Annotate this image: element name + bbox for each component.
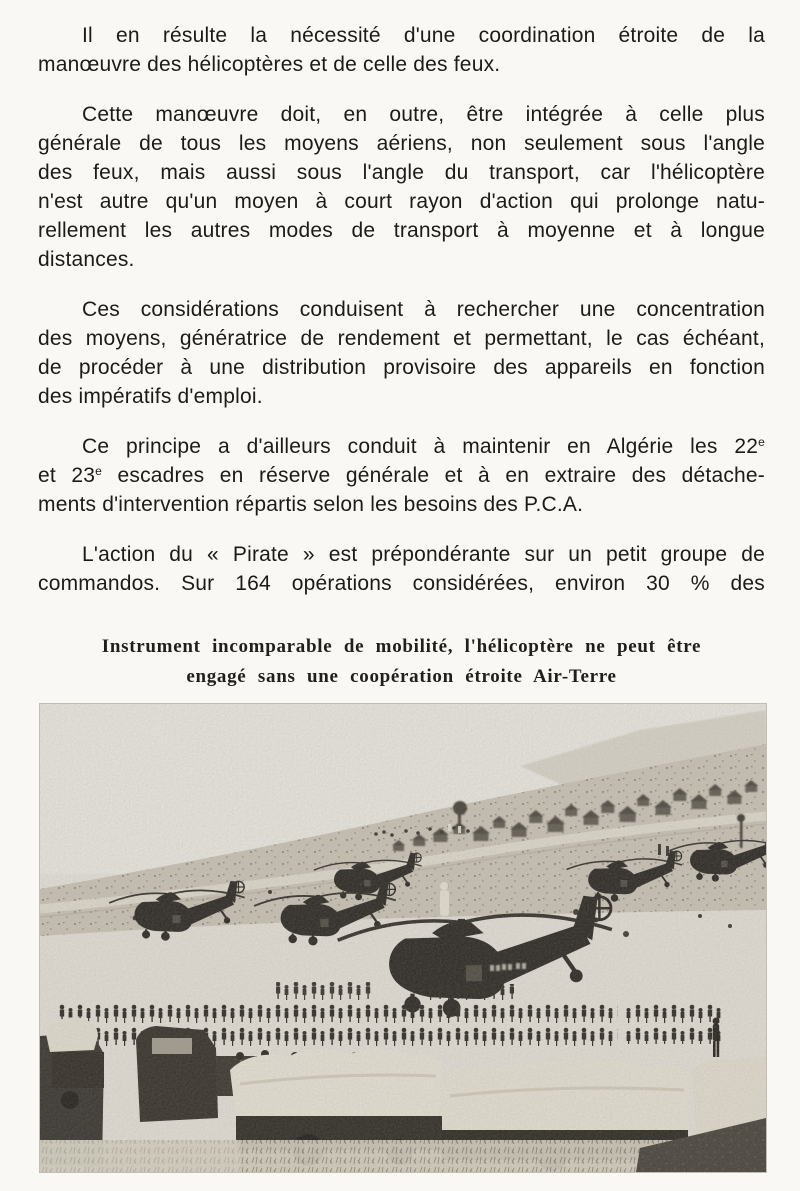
text-line: Ces considérations conduisent à rechercher une concentration: [82, 298, 765, 321]
paragraph-1: [38, 21, 765, 79]
paragraph-2: [38, 100, 765, 274]
body-text: [38, 21, 765, 619]
line-text: et 23: [38, 464, 96, 487]
text-line: des feux, mais aussi sous l'angle du transport, car l'hélicoptère: [38, 161, 765, 184]
text-line: [38, 432, 765, 461]
photo-caption: [38, 632, 765, 692]
text-line: Cette manœuvre doit, en outre, être intégrée à celle plus: [82, 103, 765, 126]
text-line: [38, 461, 765, 490]
caption-line: Instrument incomparable de mobilité, l'hélicoptère ne peut être: [101, 636, 702, 657]
line-text: escadres en réserve générale et à en extraire des détache-: [102, 464, 765, 487]
paragraph-3: [38, 295, 765, 411]
text-line: des moyens, génératrice de rendement et permettant, le cas échéant,: [38, 327, 765, 350]
text-line: Il en résulte la nécessité d'une coordination étroite de la: [82, 24, 765, 47]
text-line: rellement les autres modes de transport à moyenne et à longue: [38, 219, 765, 242]
superscript: e: [758, 435, 765, 449]
paragraph-5: [38, 540, 765, 598]
photo-grain: [40, 704, 766, 1172]
text-line: L'action du « Pirate » est prépondérante sur un petit groupe de: [82, 543, 765, 566]
photo-illustration: [40, 704, 766, 1172]
line-text: Ce principe a d'ailleurs conduit à maintenir en Algérie les 22: [82, 435, 759, 458]
superscript: e: [95, 464, 103, 478]
text-line: manœuvre des hélicoptères et de celle des feux.: [38, 53, 501, 76]
text-line: ments d'intervention répartis selon les besoins des P.C.A.: [38, 493, 584, 516]
text-line: n'est autre qu'un moyen à court rayon d'action qui prolonge natu-: [38, 190, 765, 213]
text-line: commandos. Sur 164 opérations considérées, environ 30 % des: [38, 572, 765, 595]
text-line: des impératifs d'emploi.: [38, 385, 263, 408]
text-line: de procéder à une distribution provisoire des appareils en fonction: [38, 356, 765, 379]
text-line: générale de tous les moyens aériens, non seulement sous l'angle: [38, 132, 765, 155]
photo: [40, 704, 766, 1172]
paragraph-4: [38, 432, 765, 519]
text-line: distances.: [38, 248, 135, 271]
caption-line: engagé sans une coopération étroite Air-Terre: [186, 666, 617, 687]
